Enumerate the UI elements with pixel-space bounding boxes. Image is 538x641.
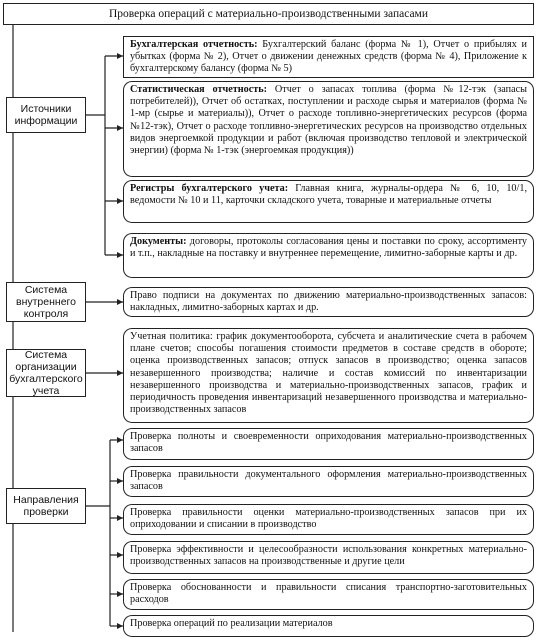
- source-accounting-reports: [123, 36, 534, 78]
- direction-item: Проверка обоснованности и правильности списания транспортно-заготовительных расходов: [123, 579, 534, 610]
- source-statistical-reports: [123, 81, 534, 177]
- source-text: Бухгалтерский баланс (форма № 1), Отчет о прибылях и убытках (форма № 2), Отчет о движении денежных средств (форма № 4), Приложение к бухгалтерскому балансу (форма № 5): [130, 39, 528, 75]
- direction-item: Проверка правильности документального оформления материально-производственных запасов: [123, 466, 534, 497]
- source-head: Регистры бухгалтерского учета:: [130, 183, 289, 194]
- source-head: Бухгалтерская отчетность:: [130, 39, 258, 50]
- category-sources: Источники информации: [6, 97, 86, 133]
- category-check-directions: Направления проверки: [6, 488, 86, 524]
- source-text: договоры, протоколы согласования цены и поставки по сроку, ассортименту и т.п., накладные на поставку и внутреннее перемещение, лимитно-заборные карты и др.: [130, 236, 527, 260]
- source-text: Главная книга, журналы-ордера № 6, 10, 10/1, ведомости № 10 и 11, карточки складского учета, товарные и материальные отчеты: [130, 183, 527, 207]
- category-internal-control: Система внутреннего контроля: [6, 282, 86, 322]
- category-accounting-system: Система организации бухгалтерского учета: [6, 349, 86, 397]
- internal-control-text: Право подписи на документах по движению материально-производственных запасов: накладных, лимитно-заборных картах и др.: [123, 287, 534, 317]
- direction-item: Проверка полноты и своевременности оприходования материально-производственных запасов: [123, 428, 534, 460]
- direction-item: Проверка операций по реализации материалов: [123, 615, 534, 637]
- diagram-title: Проверка операций с материально-производственными запасами: [3, 3, 534, 25]
- source-head: Документы:: [130, 236, 187, 247]
- source-documents: [123, 233, 534, 278]
- source-text: Отчет о запасах топлива (форма №12-тэк (запасы потребителей)), Отчет об остатках, поступлении и расходе сырья и материалов (форма № 1-мр (сырье и материалы)), Отчет о расходе топливно-энергетических ресурсов (форма №12-тэк), Отчет о расходе топливно-энергетических ресурсов на производство отдельных видов энергоемкой продукции и работ (включая производство тепловой и электрической энергии) (форма № 1-тэк (энергоемкая продукция)): [130, 84, 527, 157]
- direction-item: Проверка правильности оценки материально-производственных запасов при их оприходовании и списании в производство: [123, 504, 534, 535]
- accounting-policy-text: Учетная политика: график документооборота, субсчета и аналитические счета в рабочем плане счетов; способы погашения стоимости предметов в составе средств в обороте; оценка производственных запасов; отпуск запасов в производство; оценка запасов незавершенного производства; наличие и состав комиссий по инвентаризации незавершенного производства и материально-производственных запасов, график и периодичность проведения инвентаризаций незавершенного производства и материально-производственных запасов: [123, 328, 534, 423]
- source-accounting-registers: [123, 180, 534, 223]
- direction-item: Проверка эффективности и целесообразности использования конкретных материально-производственных запасов на производственные и другие цели: [123, 541, 534, 574]
- source-head: Статистическая отчетность:: [130, 84, 268, 95]
